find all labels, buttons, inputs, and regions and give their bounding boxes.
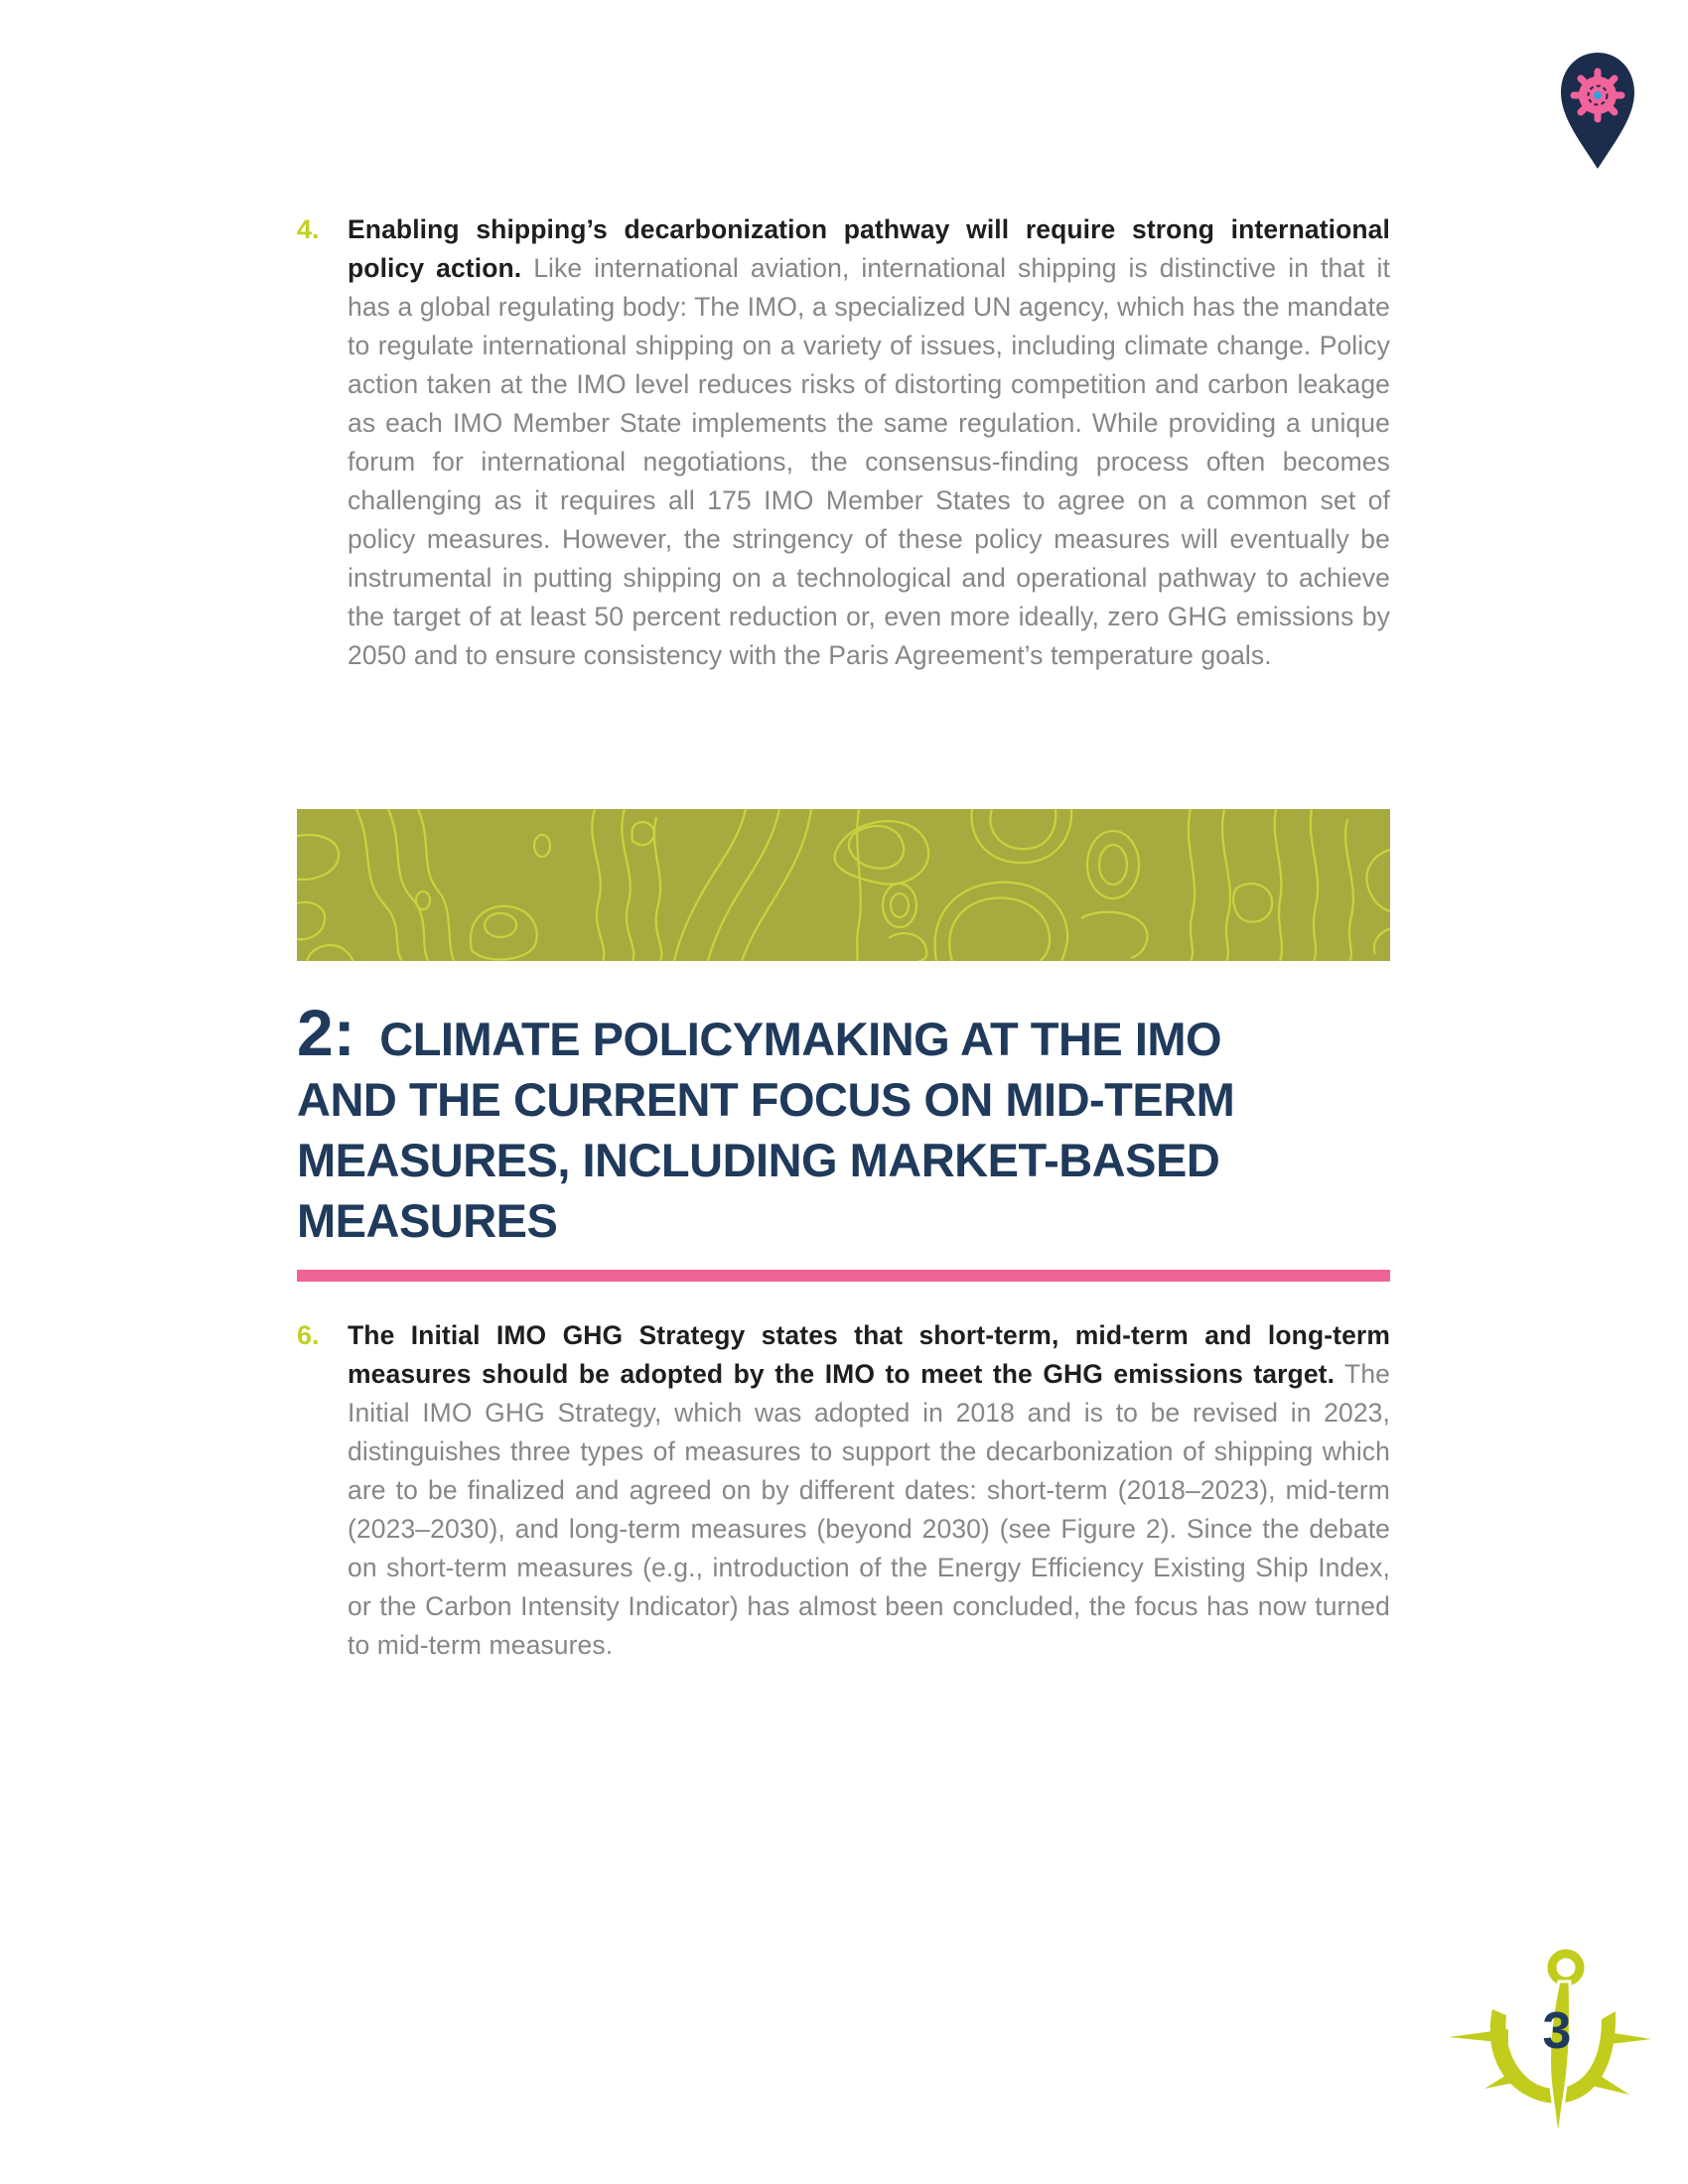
paragraph-6-body: The Initial IMO GHG Strategy, which was adopted in 2018 and is to be revised in 2023, distinguishes three types of measures to support the decarbonization of shipping which are to be finalized and agreed on by different dates: short-term (2018–2023), mid-term (2023–2030), and long-term measures (beyond 2030) (see Figure 2). Since the debate on short-term measures (e.g., introduction of the Energy Efficiency Existing Ship Index, or the Carbon Intensity Indicator) has almost been concluded, the focus has now turned to mid-term measures. [348,1359,1391,1660]
paragraph-4 [348,210,1390,675]
section-heading [297,996,1300,1251]
topographic-banner-image [297,809,1390,961]
section-number: 2: [297,996,355,1069]
map-pin-ship-wheel-icon [1555,46,1640,171]
section-heading-line-4: MEASURES [297,1194,558,1247]
paragraph-6-marker: 6. [297,1320,320,1350]
paragraph-6 [348,1316,1390,1665]
section-heading-line-3: MEASURES, INCLUDING MARKET-BASED [297,1134,1220,1186]
section-heading-text: CLIMATE POLICYMAKING AT THE IMO [366,1013,1222,1065]
section-heading-line-2: AND THE CURRENT FOCUS ON MID-TERM [297,1073,1235,1126]
pink-divider [297,1270,1390,1282]
paragraph-4-body: Like international aviation, international shipping is distinctive in that it has a global regulating body: The IMO, a specialized UN agency, which has the mandate to regulate international shipping on a variety of issues, including climate change. Policy action taken at the IMO level reduces risks of distorting competition and carbon leakage as each IMO Member State implements the same regulation. While providing a unique forum for international negotiations, the consensus-finding process often becomes challenging as it requires all 175 IMO Member States to agree on a common set of policy measures. However, the stringency of these policy measures will eventually be instrumental in putting shipping on a technological and operational pathway to achieve the target of at least 50 percent reduction or, even more ideally, zero GHG emissions by 2050 and to ensure consistency with the Paris Agreement’s temperature goals. [348,253,1390,670]
paragraph-4-marker: 4. [297,214,320,244]
paragraph-4-lead: Enabling shipping’s decarbonization pathway will require strong international policy action. [348,214,1390,283]
paragraph-6-lead: The Initial IMO GHG Strategy states that short-term, mid-term and long-term measures should be adopted by the IMO to meet the GHG emissions target. [348,1320,1390,1389]
page-number: 3 [1542,2002,1572,2060]
section-heading-line-1 [297,996,1300,1069]
